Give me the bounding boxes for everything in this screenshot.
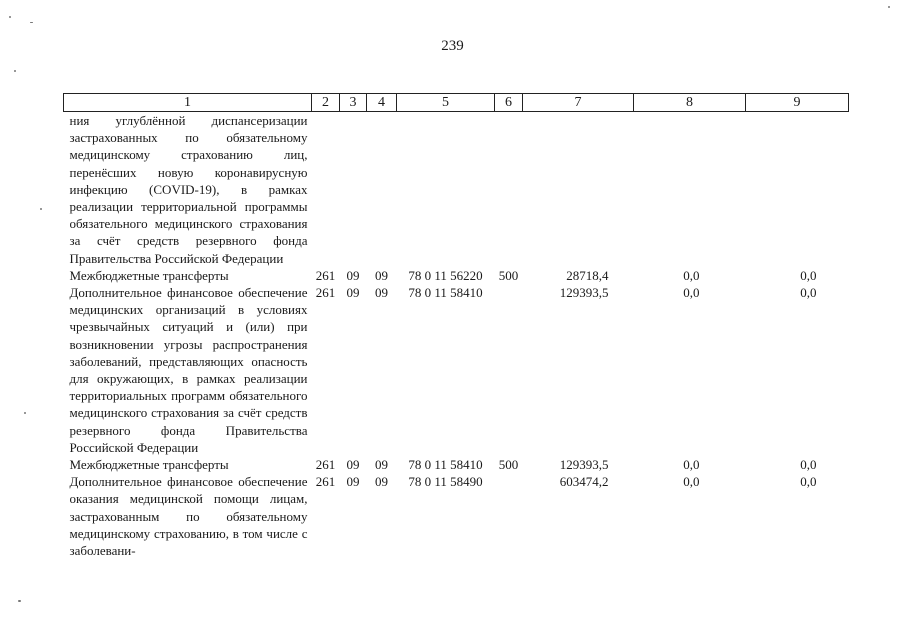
- amount-cell: 0,0: [683, 285, 700, 301]
- column-header: 7: [523, 94, 634, 112]
- amount-cell: 0,0: [683, 457, 700, 473]
- code-cell: 78 0 11 58410: [408, 457, 483, 473]
- scan-artifact: [888, 6, 890, 8]
- code-cell: [367, 112, 397, 267]
- scan-artifact: [18, 600, 21, 602]
- code-cell: 09: [346, 285, 360, 301]
- amount-cell: [523, 112, 634, 267]
- amount-cell: 0,0: [800, 285, 817, 301]
- amount-cell: 129393,5: [559, 285, 609, 301]
- column-header: 5: [397, 94, 495, 112]
- code-cell: [495, 112, 523, 267]
- column-header: 3: [340, 94, 367, 112]
- amount-cell: 0,0: [800, 457, 817, 473]
- code-cell: 261: [315, 474, 336, 490]
- code-cell: 09: [375, 457, 388, 473]
- code-cell: 09: [346, 457, 360, 473]
- code-cell: 78 0 11 58410: [408, 285, 483, 301]
- code-cell: 78 0 11 56220: [408, 267, 483, 283]
- code-cell: [495, 473, 523, 559]
- table-row: [64, 112, 849, 267]
- amount-cell: 129393,5: [559, 457, 609, 473]
- column-header: 9: [746, 94, 849, 112]
- amount-cell: 0,0: [683, 267, 700, 283]
- table-row: [64, 284, 849, 456]
- table-row: [64, 267, 849, 284]
- page-number: 239: [441, 38, 464, 54]
- code-cell: 09: [375, 267, 388, 283]
- row-name-cell: Дополнительное финансовое обеспечение оказания медицинской помощи лицам, застрахованным по обязательному медицинскому страхованию, в том числе с заболевани-: [69, 474, 308, 559]
- scan-artifact: [40, 208, 42, 210]
- column-header: 1: [64, 94, 312, 112]
- scan-artifact: [30, 22, 33, 23]
- header-row: [64, 94, 849, 112]
- budget-table: [63, 93, 849, 559]
- code-cell: [495, 284, 523, 456]
- code-cell: 500: [498, 267, 519, 283]
- amount-cell: 0,0: [800, 474, 817, 490]
- code-cell: [312, 112, 340, 267]
- row-name-cell: Межбюджетные трансферты: [69, 457, 229, 473]
- amount-cell: 0,0: [683, 474, 700, 490]
- code-cell: 261: [315, 267, 336, 283]
- code-cell: 09: [346, 267, 360, 283]
- code-cell: [397, 112, 495, 267]
- row-name-cell: Межбюджетные трансферты: [69, 267, 229, 283]
- scan-artifact: [24, 412, 26, 414]
- row-name-cell: ния углублённой диспансеризации застрахованных по обязательному медицинскому страхованию лиц, перенёсших новую коронавирусную инфекцию (COVID-19), в рамках реализации территориальной программы обязательного медицинского страхования за счёт средств резервного фонда Правительства Российской Федерации: [69, 113, 308, 266]
- scan-artifact: [14, 70, 16, 72]
- amount-cell: 603474,2: [559, 474, 609, 490]
- scan-artifact: [9, 16, 11, 18]
- column-header: 6: [495, 94, 523, 112]
- amount-cell: 0,0: [800, 267, 817, 283]
- column-header: 8: [634, 94, 746, 112]
- code-cell: 261: [315, 285, 336, 301]
- table-body: [64, 112, 849, 560]
- code-cell: 09: [375, 285, 388, 301]
- amount-cell: 28718,4: [566, 267, 609, 283]
- row-name-cell: Дополнительное финансовое обеспечение медицинских организаций в условиях чрезвычайных ситуаций и (или) при возникновении угрозы распространения заболеваний, представляющих опасность для окружающих, в рамках реализации территориальных программ обязательного медицинского страхования за счёт средств резервного фонда Правительства Российской Федерации: [69, 285, 308, 455]
- code-cell: 09: [375, 474, 388, 490]
- column-header: 4: [367, 94, 397, 112]
- amount-cell: [634, 112, 746, 267]
- code-cell: 09: [346, 474, 360, 490]
- code-cell: [340, 112, 367, 267]
- code-cell: 78 0 11 58490: [408, 474, 483, 490]
- amount-cell: [746, 112, 849, 267]
- code-cell: 500: [498, 457, 519, 473]
- table-row: [64, 456, 849, 473]
- table-header: [64, 94, 849, 112]
- table-row: [64, 473, 849, 559]
- code-cell: 261: [315, 457, 336, 473]
- column-header: 2: [312, 94, 340, 112]
